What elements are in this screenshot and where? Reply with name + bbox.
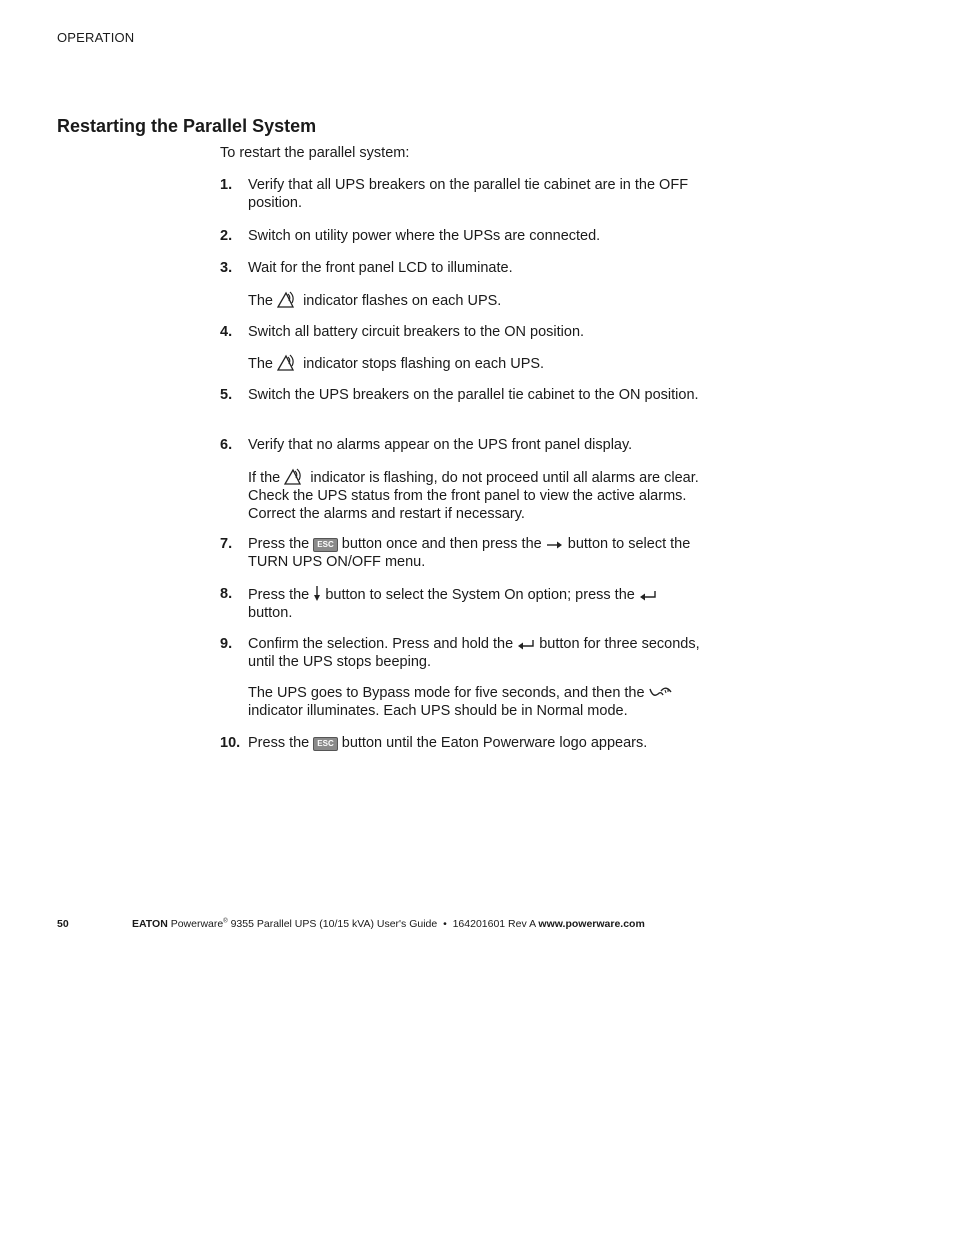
step-1	[220, 176, 700, 212]
step-2	[220, 227, 700, 245]
step-text: Verify that all UPS breakers on the parallel tie cabinet are in the OFF position.	[248, 177, 689, 211]
step-text: Verify that no alarms appear on the UPS front panel display.	[248, 437, 633, 453]
section-label: OPERATION	[57, 30, 135, 45]
page-title: Restarting the Parallel System	[57, 116, 317, 136]
footer-brand: EATON	[132, 918, 168, 930]
page-number: 50	[57, 918, 69, 930]
step-text	[248, 635, 700, 671]
step-text	[248, 535, 700, 571]
step-number: 5.	[220, 387, 233, 403]
note-text: The	[248, 356, 273, 372]
step-8	[220, 585, 700, 622]
note-text: The UPS goes to Bypass mode for five seconds, and then the	[248, 685, 645, 701]
note-text: indicator flashes on each UPS.	[303, 293, 502, 309]
step-7	[220, 535, 700, 571]
step-text-part: button to select the TURN UPS ON/OFF menu.	[248, 536, 691, 570]
step-number: 6.	[220, 437, 233, 453]
note-text: indicator stops flashing on each UPS.	[303, 356, 545, 372]
step-text-part: Press the	[248, 536, 310, 552]
footer-registered: ®	[223, 918, 228, 925]
note-text: The	[248, 293, 273, 309]
step-5	[220, 386, 700, 404]
step-text-part: button.	[248, 605, 293, 621]
step-text: Switch on utility power where the UPSs are connected.	[248, 228, 601, 244]
step-number: 10.	[220, 735, 241, 751]
step-number: 7.	[220, 536, 233, 552]
step-text-part: Confirm the selection. Press and hold the	[248, 636, 514, 652]
step-number: 8.	[220, 586, 233, 602]
step-number: 1.	[220, 177, 233, 193]
step-text-part: Press the	[248, 587, 310, 603]
step-text-part: Press the	[248, 735, 310, 751]
enter-icon	[639, 590, 657, 602]
page-footer	[57, 918, 645, 930]
step-6	[220, 436, 700, 454]
footer-product: Powerware	[170, 918, 224, 930]
step-text: Wait for the front panel LCD to illuminate.	[248, 260, 513, 276]
step-text-part: button until the Eaton Powerware logo appears.	[341, 735, 648, 751]
down-arrow-icon	[313, 585, 321, 602]
intro-text: To restart the parallel system:	[220, 145, 410, 161]
step-3-note	[248, 291, 703, 310]
step-number: 4.	[220, 324, 233, 340]
enter-icon	[517, 639, 535, 651]
step-10	[220, 734, 700, 752]
step-3	[220, 259, 700, 277]
footer-url: www.powerware.com	[538, 918, 645, 930]
step-text: Switch all battery circuit breakers to the ON position.	[248, 324, 585, 340]
alarm-icon	[284, 468, 306, 485]
step-text-part: button once and then press the	[341, 536, 542, 552]
step-text-part: button to select the System On option; press the	[325, 587, 635, 603]
step-9	[220, 635, 700, 671]
esc-key-icon: ESC	[313, 538, 337, 552]
step-6-note	[248, 468, 703, 523]
step-4-note	[248, 354, 703, 373]
step-number: 3.	[220, 260, 233, 276]
step-text	[248, 585, 700, 622]
step-4	[220, 323, 700, 341]
note-text: indicator is flashing, do not proceed until all alarms are clear. Check the UPS status from the front panel to view the active alarms. Correct the alarms and restart if necessary.	[248, 470, 699, 522]
normal-mode-icon	[649, 686, 673, 700]
right-arrow-icon	[546, 539, 564, 551]
step-text: Switch the UPS breakers on the parallel tie cabinet to the ON position.	[248, 387, 699, 403]
alarm-icon	[277, 354, 299, 371]
step-text-part: button for three seconds, until the UPS stops beeping.	[248, 636, 700, 670]
step-9-note	[248, 684, 703, 720]
note-text: If the	[248, 470, 281, 486]
step-number: 2.	[220, 228, 233, 244]
note-text: indicator illuminates. Each UPS should be in Normal mode.	[248, 703, 628, 719]
step-number: 9.	[220, 636, 233, 652]
step-text	[248, 734, 700, 752]
esc-key-icon: ESC	[313, 737, 337, 751]
alarm-icon	[277, 291, 299, 308]
footer-doc-info: 9355 Parallel UPS (10/15 kVA) User's Guide • 164201601 Rev A	[230, 918, 536, 930]
